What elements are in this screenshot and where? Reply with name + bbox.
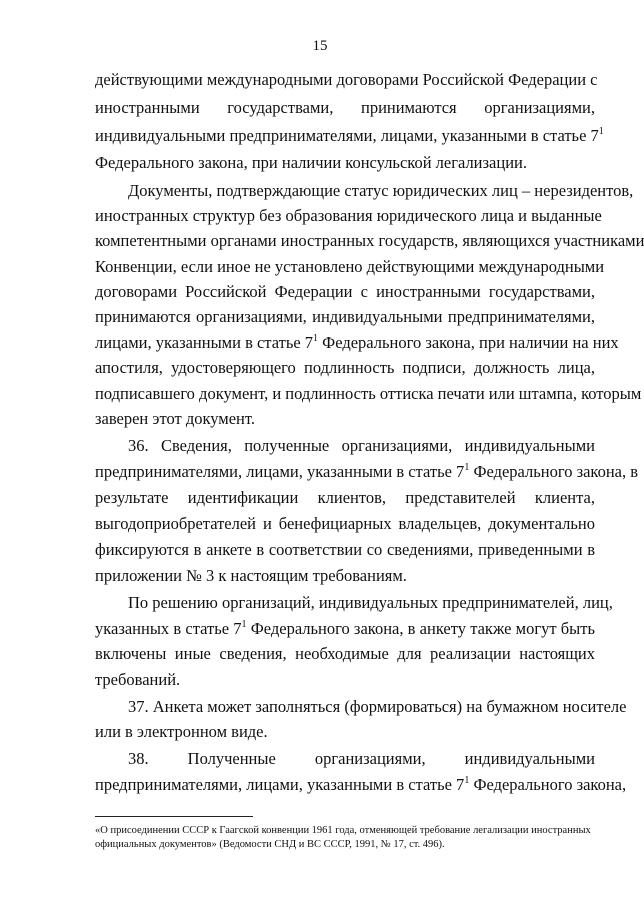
body-line: приложении № 3 к настоящим требованиям. [95, 566, 407, 585]
body-line: 37. Анкета может заполняться (формироваться) на бумажном носителе [128, 697, 627, 716]
body-line: предпринимателями, лицами, указанными в статье $7^1$ Федерального закона, в [95, 462, 639, 481]
footnote-line: «О присоединении СССР к Гаагской конвенции 1961 года, отменяющей требование легализации иностранных [95, 825, 591, 836]
body-line: 36. Сведения, полученные организациями, индивидуальными [128, 436, 595, 455]
body-line: требований. [95, 670, 181, 689]
body-line: компетентными органами иностранных государств, являющихся участниками [95, 231, 644, 250]
body-line: иностранными государствами, принимаются организациями, [95, 98, 595, 117]
body-line: По решению организаций, индивидуальных предпринимателей, лиц, [128, 593, 613, 612]
body-line: результате идентификации клиентов, представителей клиента, [95, 488, 595, 507]
body-line: подписавшего документ, и подлинность оттиска печати или штампа, которым [95, 384, 642, 403]
body-line: действующими международными договорами Российской Федерации с [95, 70, 598, 89]
superscript: 1 [464, 462, 470, 473]
superscript: 1 [464, 775, 470, 786]
body-line: включены иные сведения, необходимые для реализации настоящих [95, 644, 595, 663]
body-line: фиксируются в анкете в соответствии со сведениями, приведенными в [95, 540, 595, 559]
footnote-line: официальных документов» (Ведомости СНД и ВС СССР, 1991, № 17, ст. 496). [95, 839, 445, 850]
body-line: 38. Полученные организациями, индивидуальными [128, 749, 595, 768]
body-line: предпринимателями, лицами, указанными в статье $7^1$ Федерального закона, [95, 775, 627, 794]
body-line: принимаются организациями, индивидуальными предпринимателями, [95, 307, 595, 326]
body-line: Федерального закона, при наличии консульской легализации. [95, 153, 527, 172]
superscript: 1 [598, 126, 604, 137]
superscript: 1 [241, 619, 247, 630]
body-line: апостиля, удостоверяющего подлинность подписи, должность лица, [95, 358, 595, 377]
footnote-divider [95, 816, 253, 817]
body-line: или в электронном виде. [95, 722, 268, 741]
body-line: иностранных структур без образования юридического лица и выданные [95, 206, 602, 225]
body-line: лицами, указанными в статье $7^1$ Федерального закона, при наличии на них [95, 333, 619, 352]
body-line: договорами Российской Федерации с иностранными государствами, [95, 282, 595, 301]
body-line: Документы, подтверждающие статус юридических лиц – нерезидентов, [128, 181, 634, 200]
body-line: выгодоприобретателей и бенефициарных владельцев, документально [95, 514, 595, 533]
body-line: индивидуальными предпринимателями, лицами, указанными в статье $7^1$ [95, 126, 604, 145]
page-number: 15 [312, 38, 328, 54]
superscript: 1 [313, 333, 319, 344]
body-line: заверен этот документ. [95, 409, 255, 428]
body-line: Конвенции, если иное не установлено действующими международными [95, 257, 605, 276]
body-line: указанных в статье $7^1$ Федерального закона, в анкету также могут быть [95, 619, 595, 638]
